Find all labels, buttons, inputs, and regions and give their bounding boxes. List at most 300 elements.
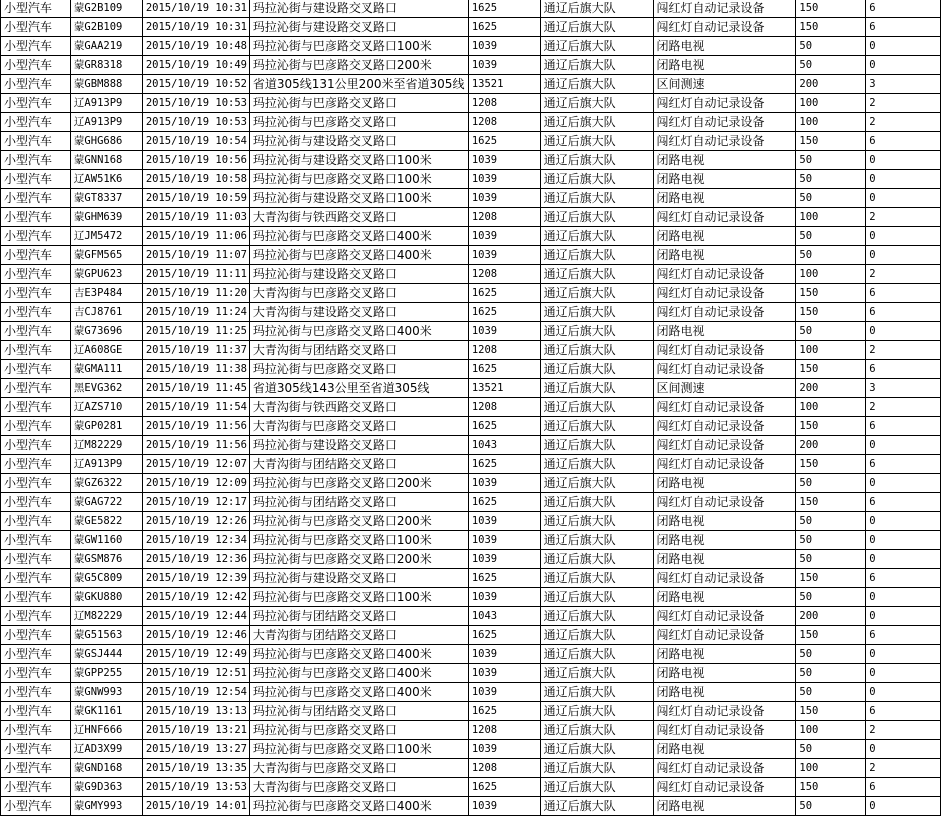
datetime-cell[interactable]: 2015/10/19 12:26 (142, 512, 249, 531)
device-cell[interactable]: 闭路电视 (653, 645, 796, 664)
brigade-cell[interactable]: 通辽后旗大队 (540, 474, 653, 493)
vehicle-type-cell[interactable]: 小型汽车 (1, 607, 71, 626)
plate-number-cell[interactable]: 蒙GMY993 (70, 797, 142, 816)
points-cell[interactable]: 0 (866, 664, 941, 683)
points-cell[interactable]: 0 (866, 740, 941, 759)
datetime-cell[interactable]: 2015/10/19 10:53 (142, 113, 249, 132)
plate-number-cell[interactable]: 蒙GK1161 (70, 702, 142, 721)
points-cell[interactable]: 6 (866, 455, 941, 474)
points-cell[interactable]: 0 (866, 531, 941, 550)
datetime-cell[interactable]: 2015/10/19 10:59 (142, 189, 249, 208)
device-cell[interactable]: 闭路电视 (653, 56, 796, 75)
brigade-cell[interactable]: 通辽后旗大队 (540, 683, 653, 702)
points-cell[interactable]: 0 (866, 227, 941, 246)
brigade-cell[interactable]: 通辽后旗大队 (540, 284, 653, 303)
location-cell[interactable]: 玛拉沁街与团结路交叉路口 (249, 493, 468, 512)
plate-number-cell[interactable]: 辽HNF666 (70, 721, 142, 740)
points-cell[interactable]: 0 (866, 436, 941, 455)
location-cell[interactable]: 玛拉沁街与巴彦路交叉路口400米 (249, 797, 468, 816)
location-cell[interactable]: 玛拉沁街与巴彦路交叉路口 (249, 113, 468, 132)
vehicle-type-cell[interactable]: 小型汽车 (1, 493, 71, 512)
datetime-cell[interactable]: 2015/10/19 11:07 (142, 246, 249, 265)
brigade-cell[interactable]: 通辽后旗大队 (540, 189, 653, 208)
datetime-cell[interactable]: 2015/10/19 12:07 (142, 455, 249, 474)
fine-cell[interactable]: 100 (796, 265, 866, 284)
points-cell[interactable]: 0 (866, 474, 941, 493)
vehicle-type-cell[interactable]: 小型汽车 (1, 455, 71, 474)
location-cell[interactable]: 玛拉沁街与巴彦路交叉路口400米 (249, 683, 468, 702)
datetime-cell[interactable]: 2015/10/19 12:39 (142, 569, 249, 588)
plate-number-cell[interactable]: 辽AD3X99 (70, 740, 142, 759)
vehicle-type-cell[interactable]: 小型汽车 (1, 436, 71, 455)
device-cell[interactable]: 闭路电视 (653, 246, 796, 265)
device-cell[interactable]: 闭路电视 (653, 797, 796, 816)
device-cell[interactable]: 闯红灯自动记录设备 (653, 132, 796, 151)
fine-cell[interactable]: 50 (796, 37, 866, 56)
datetime-cell[interactable]: 2015/10/19 11:38 (142, 360, 249, 379)
device-cell[interactable]: 闯红灯自动记录设备 (653, 721, 796, 740)
fine-cell[interactable]: 150 (796, 455, 866, 474)
brigade-cell[interactable]: 通辽后旗大队 (540, 170, 653, 189)
datetime-cell[interactable]: 2015/10/19 12:46 (142, 626, 249, 645)
location-cell[interactable]: 省道305线131公里200米至省道305线 (249, 75, 468, 94)
violation-code-cell[interactable]: 1039 (468, 474, 540, 493)
brigade-cell[interactable]: 通辽后旗大队 (540, 227, 653, 246)
fine-cell[interactable]: 150 (796, 569, 866, 588)
fine-cell[interactable]: 200 (796, 607, 866, 626)
location-cell[interactable]: 大青沟街与铁西路交叉路口 (249, 208, 468, 227)
location-cell[interactable]: 玛拉沁街与建设路交叉路口 (249, 265, 468, 284)
location-cell[interactable]: 玛拉沁街与巴彦路交叉路口100米 (249, 740, 468, 759)
vehicle-type-cell[interactable]: 小型汽车 (1, 721, 71, 740)
vehicle-type-cell[interactable]: 小型汽车 (1, 94, 71, 113)
violation-code-cell[interactable]: 1039 (468, 797, 540, 816)
vehicle-type-cell[interactable]: 小型汽车 (1, 151, 71, 170)
fine-cell[interactable]: 50 (796, 683, 866, 702)
device-cell[interactable]: 闭路电视 (653, 170, 796, 189)
brigade-cell[interactable]: 通辽后旗大队 (540, 132, 653, 151)
fine-cell[interactable]: 100 (796, 341, 866, 360)
device-cell[interactable]: 闯红灯自动记录设备 (653, 436, 796, 455)
brigade-cell[interactable]: 通辽后旗大队 (540, 588, 653, 607)
fine-cell[interactable]: 150 (796, 0, 866, 18)
vehicle-type-cell[interactable]: 小型汽车 (1, 360, 71, 379)
datetime-cell[interactable]: 2015/10/19 12:51 (142, 664, 249, 683)
plate-number-cell[interactable]: 蒙GZ6322 (70, 474, 142, 493)
points-cell[interactable]: 6 (866, 132, 941, 151)
fine-cell[interactable]: 150 (796, 360, 866, 379)
plate-number-cell[interactable]: 辽A913P9 (70, 113, 142, 132)
points-cell[interactable]: 2 (866, 265, 941, 284)
device-cell[interactable]: 闯红灯自动记录设备 (653, 360, 796, 379)
datetime-cell[interactable]: 2015/10/19 11:20 (142, 284, 249, 303)
brigade-cell[interactable]: 通辽后旗大队 (540, 322, 653, 341)
plate-number-cell[interactable]: 蒙GP0281 (70, 417, 142, 436)
points-cell[interactable]: 0 (866, 607, 941, 626)
location-cell[interactable]: 省道305线143公里至省道305线 (249, 379, 468, 398)
vehicle-type-cell[interactable]: 小型汽车 (1, 645, 71, 664)
violation-code-cell[interactable]: 1625 (468, 132, 540, 151)
points-cell[interactable]: 6 (866, 702, 941, 721)
device-cell[interactable]: 闯红灯自动记录设备 (653, 778, 796, 797)
location-cell[interactable]: 玛拉沁街与巴彦路交叉路口100米 (249, 37, 468, 56)
plate-number-cell[interactable]: 蒙GNW993 (70, 683, 142, 702)
points-cell[interactable]: 6 (866, 417, 941, 436)
location-cell[interactable]: 大青沟街与巴彦路交叉路口 (249, 284, 468, 303)
fine-cell[interactable]: 150 (796, 626, 866, 645)
fine-cell[interactable]: 150 (796, 132, 866, 151)
brigade-cell[interactable]: 通辽后旗大队 (540, 0, 653, 18)
datetime-cell[interactable]: 2015/10/19 12:42 (142, 588, 249, 607)
violation-code-cell[interactable]: 1039 (468, 322, 540, 341)
location-cell[interactable]: 玛拉沁街与巴彦路交叉路口400米 (249, 645, 468, 664)
vehicle-type-cell[interactable]: 小型汽车 (1, 778, 71, 797)
location-cell[interactable]: 玛拉沁街与建设路交叉路口100米 (249, 189, 468, 208)
vehicle-type-cell[interactable]: 小型汽车 (1, 75, 71, 94)
vehicle-type-cell[interactable]: 小型汽车 (1, 569, 71, 588)
brigade-cell[interactable]: 通辽后旗大队 (540, 379, 653, 398)
fine-cell[interactable]: 100 (796, 759, 866, 778)
violation-code-cell[interactable]: 1039 (468, 588, 540, 607)
violation-code-cell[interactable]: 1625 (468, 417, 540, 436)
brigade-cell[interactable]: 通辽后旗大队 (540, 208, 653, 227)
fine-cell[interactable]: 50 (796, 797, 866, 816)
device-cell[interactable]: 闯红灯自动记录设备 (653, 569, 796, 588)
fine-cell[interactable]: 50 (796, 322, 866, 341)
brigade-cell[interactable]: 通辽后旗大队 (540, 265, 653, 284)
vehicle-type-cell[interactable]: 小型汽车 (1, 474, 71, 493)
plate-number-cell[interactable]: 蒙GHG686 (70, 132, 142, 151)
violation-code-cell[interactable]: 1208 (468, 341, 540, 360)
location-cell[interactable]: 玛拉沁街与建设路交叉路口 (249, 569, 468, 588)
device-cell[interactable]: 闯红灯自动记录设备 (653, 0, 796, 18)
brigade-cell[interactable]: 通辽后旗大队 (540, 740, 653, 759)
vehicle-type-cell[interactable]: 小型汽车 (1, 56, 71, 75)
points-cell[interactable]: 0 (866, 322, 941, 341)
brigade-cell[interactable]: 通辽后旗大队 (540, 37, 653, 56)
datetime-cell[interactable]: 2015/10/19 10:49 (142, 56, 249, 75)
brigade-cell[interactable]: 通辽后旗大队 (540, 455, 653, 474)
vehicle-type-cell[interactable]: 小型汽车 (1, 626, 71, 645)
points-cell[interactable]: 3 (866, 75, 941, 94)
points-cell[interactable]: 0 (866, 37, 941, 56)
vehicle-type-cell[interactable]: 小型汽车 (1, 398, 71, 417)
brigade-cell[interactable]: 通辽后旗大队 (540, 645, 653, 664)
fine-cell[interactable]: 100 (796, 208, 866, 227)
device-cell[interactable]: 闯红灯自动记录设备 (653, 759, 796, 778)
vehicle-type-cell[interactable]: 小型汽车 (1, 265, 71, 284)
points-cell[interactable]: 0 (866, 246, 941, 265)
fine-cell[interactable]: 200 (796, 75, 866, 94)
violation-code-cell[interactable]: 1208 (468, 208, 540, 227)
device-cell[interactable]: 闭路电视 (653, 474, 796, 493)
plate-number-cell[interactable]: 蒙GHM639 (70, 208, 142, 227)
fine-cell[interactable]: 100 (796, 94, 866, 113)
violation-code-cell[interactable]: 1625 (468, 778, 540, 797)
fine-cell[interactable]: 200 (796, 436, 866, 455)
violation-code-cell[interactable]: 1039 (468, 645, 540, 664)
datetime-cell[interactable]: 2015/10/19 13:53 (142, 778, 249, 797)
brigade-cell[interactable]: 通辽后旗大队 (540, 550, 653, 569)
plate-number-cell[interactable]: 蒙GPU623 (70, 265, 142, 284)
points-cell[interactable]: 6 (866, 284, 941, 303)
device-cell[interactable]: 闯红灯自动记录设备 (653, 455, 796, 474)
datetime-cell[interactable]: 2015/10/19 10:31 (142, 18, 249, 37)
plate-number-cell[interactable]: 辽A913P9 (70, 94, 142, 113)
datetime-cell[interactable]: 2015/10/19 11:45 (142, 379, 249, 398)
device-cell[interactable]: 闭路电视 (653, 189, 796, 208)
points-cell[interactable]: 2 (866, 113, 941, 132)
vehicle-type-cell[interactable]: 小型汽车 (1, 683, 71, 702)
device-cell[interactable]: 闭路电视 (653, 37, 796, 56)
points-cell[interactable]: 0 (866, 797, 941, 816)
datetime-cell[interactable]: 2015/10/19 10:58 (142, 170, 249, 189)
plate-number-cell[interactable]: 蒙GFM565 (70, 246, 142, 265)
brigade-cell[interactable]: 通辽后旗大队 (540, 151, 653, 170)
vehicle-type-cell[interactable]: 小型汽车 (1, 303, 71, 322)
plate-number-cell[interactable]: 蒙G2B109 (70, 0, 142, 18)
location-cell[interactable]: 大青沟街与铁西路交叉路口 (249, 398, 468, 417)
brigade-cell[interactable]: 通辽后旗大队 (540, 398, 653, 417)
violation-code-cell[interactable]: 1043 (468, 607, 540, 626)
datetime-cell[interactable]: 2015/10/19 13:13 (142, 702, 249, 721)
location-cell[interactable]: 玛拉沁街与巴彦路交叉路口400米 (249, 322, 468, 341)
datetime-cell[interactable]: 2015/10/19 11:11 (142, 265, 249, 284)
location-cell[interactable]: 大青沟街与团结路交叉路口 (249, 455, 468, 474)
points-cell[interactable]: 0 (866, 512, 941, 531)
vehicle-type-cell[interactable]: 小型汽车 (1, 664, 71, 683)
points-cell[interactable]: 3 (866, 379, 941, 398)
plate-number-cell[interactable]: 蒙GKU880 (70, 588, 142, 607)
plate-number-cell[interactable]: 蒙GBM888 (70, 75, 142, 94)
violation-code-cell[interactable]: 13521 (468, 75, 540, 94)
fine-cell[interactable]: 150 (796, 303, 866, 322)
violation-code-cell[interactable]: 1208 (468, 113, 540, 132)
vehicle-type-cell[interactable]: 小型汽车 (1, 246, 71, 265)
vehicle-type-cell[interactable]: 小型汽车 (1, 132, 71, 151)
location-cell[interactable]: 玛拉沁街与巴彦路交叉路口400米 (249, 227, 468, 246)
plate-number-cell[interactable]: 蒙G2B109 (70, 18, 142, 37)
fine-cell[interactable]: 50 (796, 151, 866, 170)
violation-code-cell[interactable]: 1208 (468, 759, 540, 778)
plate-number-cell[interactable]: 辽M82229 (70, 436, 142, 455)
points-cell[interactable]: 2 (866, 759, 941, 778)
brigade-cell[interactable]: 通辽后旗大队 (540, 759, 653, 778)
plate-number-cell[interactable]: 蒙GMA111 (70, 360, 142, 379)
points-cell[interactable]: 2 (866, 94, 941, 113)
points-cell[interactable]: 2 (866, 341, 941, 360)
plate-number-cell[interactable]: 蒙G5C809 (70, 569, 142, 588)
fine-cell[interactable]: 50 (796, 227, 866, 246)
violation-code-cell[interactable]: 1625 (468, 455, 540, 474)
violation-code-cell[interactable]: 1208 (468, 721, 540, 740)
brigade-cell[interactable]: 通辽后旗大队 (540, 512, 653, 531)
fine-cell[interactable]: 50 (796, 189, 866, 208)
device-cell[interactable]: 闯红灯自动记录设备 (653, 94, 796, 113)
device-cell[interactable]: 闭路电视 (653, 227, 796, 246)
points-cell[interactable]: 0 (866, 683, 941, 702)
brigade-cell[interactable]: 通辽后旗大队 (540, 246, 653, 265)
location-cell[interactable]: 玛拉沁街与巴彦路交叉路口200米 (249, 56, 468, 75)
device-cell[interactable]: 闭路电视 (653, 550, 796, 569)
plate-number-cell[interactable]: 黑EVG362 (70, 379, 142, 398)
fine-cell[interactable]: 50 (796, 56, 866, 75)
device-cell[interactable]: 闯红灯自动记录设备 (653, 702, 796, 721)
plate-number-cell[interactable]: 蒙GSM876 (70, 550, 142, 569)
violation-code-cell[interactable]: 1039 (468, 683, 540, 702)
points-cell[interactable]: 0 (866, 56, 941, 75)
points-cell[interactable]: 6 (866, 778, 941, 797)
device-cell[interactable]: 闯红灯自动记录设备 (653, 341, 796, 360)
plate-number-cell[interactable]: 蒙GAG722 (70, 493, 142, 512)
plate-number-cell[interactable]: 辽AW51K6 (70, 170, 142, 189)
vehicle-type-cell[interactable]: 小型汽车 (1, 588, 71, 607)
points-cell[interactable]: 2 (866, 398, 941, 417)
datetime-cell[interactable]: 2015/10/19 11:24 (142, 303, 249, 322)
location-cell[interactable]: 玛拉沁街与巴彦路交叉路口 (249, 360, 468, 379)
location-cell[interactable]: 玛拉沁街与巴彦路交叉路口100米 (249, 170, 468, 189)
violation-code-cell[interactable]: 1039 (468, 740, 540, 759)
points-cell[interactable]: 2 (866, 721, 941, 740)
fine-cell[interactable]: 50 (796, 740, 866, 759)
location-cell[interactable]: 玛拉沁街与巴彦路交叉路口100米 (249, 588, 468, 607)
points-cell[interactable]: 2 (866, 208, 941, 227)
plate-number-cell[interactable]: 蒙GND168 (70, 759, 142, 778)
violation-code-cell[interactable]: 1039 (468, 37, 540, 56)
vehicle-type-cell[interactable]: 小型汽车 (1, 284, 71, 303)
violation-code-cell[interactable]: 1208 (468, 265, 540, 284)
datetime-cell[interactable]: 2015/10/19 10:31 (142, 0, 249, 18)
vehicle-type-cell[interactable]: 小型汽车 (1, 227, 71, 246)
device-cell[interactable]: 闯红灯自动记录设备 (653, 284, 796, 303)
brigade-cell[interactable]: 通辽后旗大队 (540, 360, 653, 379)
violation-code-cell[interactable]: 1043 (468, 436, 540, 455)
vehicle-type-cell[interactable]: 小型汽车 (1, 0, 71, 18)
fine-cell[interactable]: 50 (796, 664, 866, 683)
points-cell[interactable]: 0 (866, 588, 941, 607)
datetime-cell[interactable]: 2015/10/19 12:09 (142, 474, 249, 493)
violation-code-cell[interactable]: 1625 (468, 284, 540, 303)
vehicle-type-cell[interactable]: 小型汽车 (1, 550, 71, 569)
device-cell[interactable]: 闯红灯自动记录设备 (653, 398, 796, 417)
vehicle-type-cell[interactable]: 小型汽车 (1, 37, 71, 56)
violation-code-cell[interactable]: 13521 (468, 379, 540, 398)
location-cell[interactable]: 大青沟街与团结路交叉路口 (249, 626, 468, 645)
vehicle-type-cell[interactable]: 小型汽车 (1, 512, 71, 531)
fine-cell[interactable]: 150 (796, 417, 866, 436)
brigade-cell[interactable]: 通辽后旗大队 (540, 493, 653, 512)
location-cell[interactable]: 大青沟街与建设路交叉路口 (249, 303, 468, 322)
datetime-cell[interactable]: 2015/10/19 10:52 (142, 75, 249, 94)
brigade-cell[interactable]: 通辽后旗大队 (540, 664, 653, 683)
datetime-cell[interactable]: 2015/10/19 12:54 (142, 683, 249, 702)
location-cell[interactable]: 玛拉沁街与建设路交叉路口 (249, 18, 468, 37)
violation-code-cell[interactable]: 1039 (468, 531, 540, 550)
location-cell[interactable]: 玛拉沁街与巴彦路交叉路口400米 (249, 246, 468, 265)
violation-code-cell[interactable]: 1625 (468, 18, 540, 37)
violation-code-cell[interactable]: 1625 (468, 569, 540, 588)
device-cell[interactable]: 闭路电视 (653, 740, 796, 759)
violation-code-cell[interactable]: 1039 (468, 664, 540, 683)
device-cell[interactable]: 闯红灯自动记录设备 (653, 626, 796, 645)
brigade-cell[interactable]: 通辽后旗大队 (540, 702, 653, 721)
brigade-cell[interactable]: 通辽后旗大队 (540, 75, 653, 94)
device-cell[interactable]: 闯红灯自动记录设备 (653, 18, 796, 37)
points-cell[interactable]: 6 (866, 303, 941, 322)
violation-code-cell[interactable]: 1039 (468, 227, 540, 246)
vehicle-type-cell[interactable]: 小型汽车 (1, 702, 71, 721)
datetime-cell[interactable]: 2015/10/19 12:17 (142, 493, 249, 512)
violation-code-cell[interactable]: 1039 (468, 56, 540, 75)
vehicle-type-cell[interactable]: 小型汽车 (1, 208, 71, 227)
plate-number-cell[interactable]: 蒙GAA219 (70, 37, 142, 56)
points-cell[interactable]: 0 (866, 550, 941, 569)
location-cell[interactable]: 玛拉沁街与建设路交叉路口100米 (249, 151, 468, 170)
datetime-cell[interactable]: 2015/10/19 11:06 (142, 227, 249, 246)
vehicle-type-cell[interactable]: 小型汽车 (1, 379, 71, 398)
fine-cell[interactable]: 150 (796, 493, 866, 512)
device-cell[interactable]: 闭路电视 (653, 531, 796, 550)
device-cell[interactable]: 闯红灯自动记录设备 (653, 303, 796, 322)
fine-cell[interactable]: 50 (796, 512, 866, 531)
plate-number-cell[interactable]: 辽M82229 (70, 607, 142, 626)
violation-code-cell[interactable]: 1208 (468, 94, 540, 113)
device-cell[interactable]: 闯红灯自动记录设备 (653, 607, 796, 626)
points-cell[interactable]: 0 (866, 170, 941, 189)
device-cell[interactable]: 闭路电视 (653, 588, 796, 607)
datetime-cell[interactable]: 2015/10/19 14:01 (142, 797, 249, 816)
fine-cell[interactable]: 100 (796, 398, 866, 417)
plate-number-cell[interactable]: 蒙GT8337 (70, 189, 142, 208)
plate-number-cell[interactable]: 蒙GE5822 (70, 512, 142, 531)
plate-number-cell[interactable]: 蒙G51563 (70, 626, 142, 645)
location-cell[interactable]: 玛拉沁街与巴彦路交叉路口200米 (249, 550, 468, 569)
device-cell[interactable]: 闭路电视 (653, 151, 796, 170)
device-cell[interactable]: 闯红灯自动记录设备 (653, 493, 796, 512)
violation-code-cell[interactable]: 1039 (468, 170, 540, 189)
violation-code-cell[interactable]: 1625 (468, 360, 540, 379)
points-cell[interactable]: 6 (866, 493, 941, 512)
violation-code-cell[interactable]: 1039 (468, 189, 540, 208)
datetime-cell[interactable]: 2015/10/19 11:54 (142, 398, 249, 417)
points-cell[interactable]: 6 (866, 569, 941, 588)
plate-number-cell[interactable]: 辽AZS710 (70, 398, 142, 417)
device-cell[interactable]: 闭路电视 (653, 512, 796, 531)
datetime-cell[interactable]: 2015/10/19 12:44 (142, 607, 249, 626)
brigade-cell[interactable]: 通辽后旗大队 (540, 113, 653, 132)
points-cell[interactable]: 6 (866, 626, 941, 645)
datetime-cell[interactable]: 2015/10/19 12:34 (142, 531, 249, 550)
datetime-cell[interactable]: 2015/10/19 11:56 (142, 417, 249, 436)
fine-cell[interactable]: 150 (796, 284, 866, 303)
brigade-cell[interactable]: 通辽后旗大队 (540, 607, 653, 626)
datetime-cell[interactable]: 2015/10/19 10:56 (142, 151, 249, 170)
device-cell[interactable]: 区间测速 (653, 75, 796, 94)
points-cell[interactable]: 0 (866, 189, 941, 208)
plate-number-cell[interactable]: 蒙GW1160 (70, 531, 142, 550)
location-cell[interactable]: 大青沟街与团结路交叉路口 (249, 341, 468, 360)
violation-code-cell[interactable]: 1625 (468, 303, 540, 322)
violation-code-cell[interactable]: 1039 (468, 246, 540, 265)
fine-cell[interactable]: 200 (796, 379, 866, 398)
vehicle-type-cell[interactable]: 小型汽车 (1, 531, 71, 550)
device-cell[interactable]: 闭路电视 (653, 683, 796, 702)
datetime-cell[interactable]: 2015/10/19 10:54 (142, 132, 249, 151)
device-cell[interactable]: 闯红灯自动记录设备 (653, 265, 796, 284)
fine-cell[interactable]: 50 (796, 474, 866, 493)
location-cell[interactable]: 玛拉沁街与巴彦路交叉路口200米 (249, 474, 468, 493)
brigade-cell[interactable]: 通辽后旗大队 (540, 797, 653, 816)
